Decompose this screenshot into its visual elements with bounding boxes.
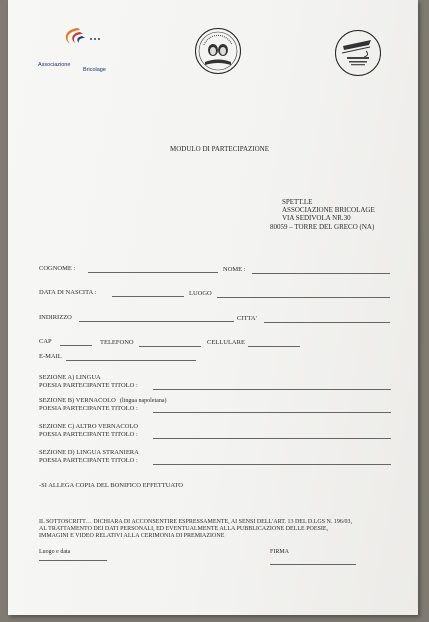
- section-b-title-field[interactable]: [153, 412, 391, 413]
- section-c-title-field[interactable]: [153, 438, 391, 439]
- indirizzo-field[interactable]: [79, 321, 234, 322]
- declaration-line-2: AL TRATTAMENTO DEI DATI PERSONALI, ED EVENTUALMENTE ALLA PUBBLICAZIONE DELLE POESIE,: [39, 526, 329, 532]
- section-d-name: SEZIONE D) LINGUA STRANIERA: [39, 449, 139, 456]
- form-sheet: [8, 0, 418, 615]
- data-nascita-label: DATA DI NASCITA :: [39, 289, 97, 296]
- luogo-field[interactable]: [217, 297, 390, 298]
- section-b-name: SEZIONE B) VERNACOLO: [39, 397, 116, 404]
- recipient-line-3: VIA SEDIVOLA NR.30: [282, 214, 351, 222]
- email-field[interactable]: [66, 360, 196, 361]
- cognome-field[interactable]: [88, 272, 218, 273]
- section-d-title-label: POESIA PARTECIPANTE TITOLO :: [39, 457, 138, 464]
- declaration-line-3: IMMAGINI E VIDEO RELATIVI ALLA CERIMONIA DI PREMIAZIONE: [39, 533, 225, 539]
- nome-field[interactable]: [252, 273, 390, 274]
- citta-label: CITTA': [237, 315, 257, 322]
- firma-label: FIRMA: [270, 549, 290, 555]
- bricolage-swoosh-icon: [58, 26, 113, 52]
- recipient-line-4: 80059 – TORRE DEL GRECO (NA): [270, 223, 375, 231]
- cognome-label: COGNOME :: [39, 265, 76, 272]
- email-label: E-MAIL: [39, 353, 62, 360]
- section-b-title-label: POESIA PARTECIPANTE TITOLO :: [39, 405, 138, 412]
- form-title: MODULO DI PARTECIPAZIONE: [170, 145, 270, 153]
- right-seal-logo: [335, 30, 381, 76]
- luogo-data-field[interactable]: [39, 560, 107, 561]
- section-d-title-field[interactable]: [153, 464, 391, 465]
- bricolage-logo-text-2: Bricolage: [83, 67, 106, 73]
- section-b-note: (lingua napoletana): [120, 398, 167, 404]
- cap-label: CAP: [39, 338, 52, 345]
- telefono-field[interactable]: [139, 346, 201, 347]
- recipient-line-1: SPETT.LE: [282, 198, 313, 206]
- telefono-label: TELEFONO: [100, 339, 134, 346]
- section-c-title-label: POESIA PARTECIPANTE TITOLO :: [39, 431, 138, 438]
- section-c-name: SEZIONE C) ALTRO VERNACOLO: [39, 423, 139, 430]
- portrait-seal-icon: [196, 29, 240, 73]
- recipient-line-2: ASSOCIAZIONE BRICOLAGE: [282, 206, 375, 214]
- section-a-title-field[interactable]: [153, 389, 391, 390]
- section-a-name: SEZIONE A) LINGUA: [39, 374, 101, 381]
- pen-seal-icon: [336, 31, 380, 75]
- firma-field[interactable]: [270, 564, 356, 565]
- cellulare-label: CELLULARE: [207, 339, 245, 346]
- data-nascita-field[interactable]: [112, 296, 184, 297]
- nome-label: NOME :: [223, 266, 246, 273]
- bonifico-note: -SI ALLEGA COPIA DEL BONIFICO EFFETTUATO: [39, 482, 183, 489]
- luogo-label: LUOGO: [189, 290, 212, 297]
- cap-field[interactable]: [60, 345, 92, 346]
- bricolage-logo-text-1: Associazione: [38, 62, 71, 68]
- cellulare-field[interactable]: [248, 346, 300, 347]
- indirizzo-label: INDIRIZZO: [39, 314, 72, 321]
- declaration-line-1: IL SOTTOSCRITT… DICHIARA DI ACCONSENTIRE ESPRESSAMENTE, AI SENSI DELL'ART. 13 DEL D.LGS N. 196/03,: [39, 519, 353, 525]
- center-seal-logo: [195, 28, 241, 74]
- citta-field[interactable]: [264, 322, 390, 323]
- section-a-title-label: POESIA PARTECIPANTE TITOLO :: [39, 382, 138, 389]
- luogo-data-label: Luogo e data: [39, 549, 71, 555]
